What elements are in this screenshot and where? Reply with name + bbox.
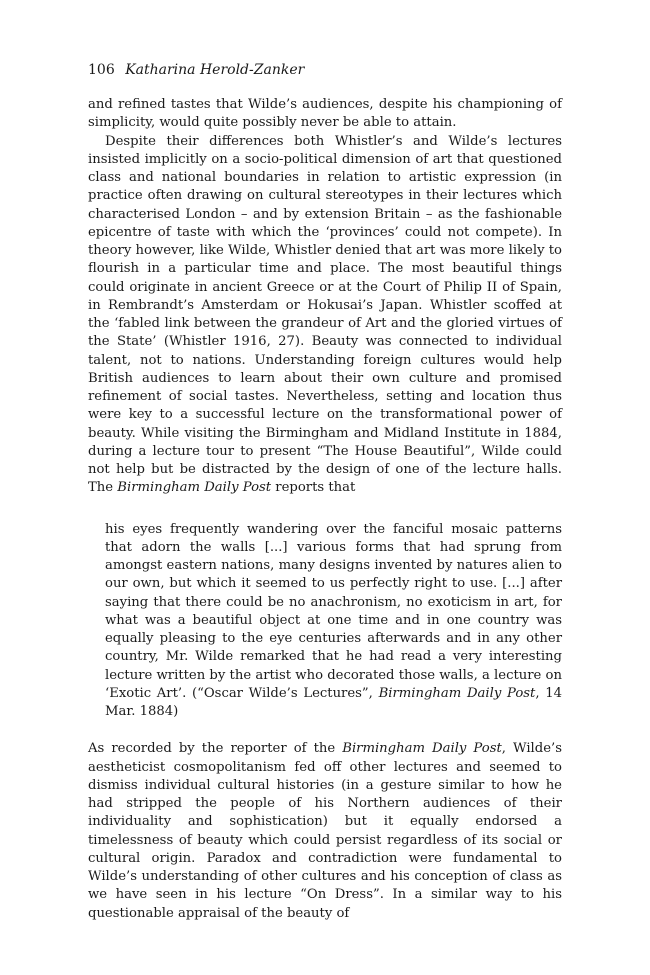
block-quote-paragraph — [105, 521, 562, 722]
running-header — [88, 60, 304, 80]
block-quote — [105, 521, 562, 722]
paragraph-2 — [88, 133, 562, 498]
page-number: 106 — [88, 62, 115, 78]
paragraph-2-end: reports that — [275, 480, 356, 496]
paragraph-1-text: and refined tastes that Wilde’s audiences, despite his championing of simplicity, would quite possibly never be able to attain. — [88, 97, 562, 131]
paragraph-2-text: Despite their differences both Whistler’s and Wilde’s lectures insisted implicitly on a socio-political dimension of art that questioned class and national boundaries in relation to artistic expression (in practice often drawing on cultural stereotypes in their lectures which characterised London – and by extension Britain – as the fashionable epicentre of taste with which the ‘provinces’ could not compete). In theory however, like Wilde, Whistler denied that art was more likely to flourish in a particular time and place. The most beautiful things could originate in ancient Greece or at the Court of Philip II of Spain, in Rembrandt’s Amsterdam or Hokusai’s Japan. Whistler scoffed at the ‘fabled link between the grandeur of Art and the gloried virtues of the State’ (Whistler 1916, 27). Beauty was connected to individual talent, not to nations. Understanding foreign cultures would help British audiences to learn about their own culture and promised refinement of social tastes. Nevertheless, setting and location thus were key to a successful lecture on the transformational power of beauty. While visiting the Birmingham and Midland Institute in 1884, during a lecture tour to present “The House Beautiful”, Wilde could not help but be distracted by the design of one of the lecture halls. The — [88, 133, 562, 496]
publication-title: Birmingham Daily Post — [117, 480, 272, 496]
paragraph-3-text: , Wilde’s aestheticist cosmopolitanism fed off other lectures and seemed to dismiss individual cultural histories (in a gesture similar to how he had stripped the people of his Northern audiences of their individuality and sophistication) but it equally endorsed a timelessness of beauty which could persist regardless of its social or cultural origin. Paradox and contradiction were fundamental to Wilde’s understanding of other cultures and his conception of class as we have seen in his lecture “On Dress”. In a similar way to his questionable appraisal of the beauty of — [88, 741, 562, 921]
page-body — [88, 96, 562, 923]
block-quote-text: his eyes frequently wandering over the fanciful mosaic patterns that adorn the walls [...] various forms that had sprung from amongst eastern nations, many designs invented by natures alien to our own, but which it seemed to us perfectly right to use. [...] after saying that there could be no anachronism, no exoticism in art, for what was a beautiful object at one time and in one country was equally pleasing to the eye centuries afterwards and in any other country, Mr. Wilde remarked that he had read a very interesting lecture written by the artist who decorated those walls, a lecture on ‘Exotic Art’. (“Oscar Wilde’s Lectures”, — [105, 521, 562, 701]
paragraph-3-publication: Birmingham Daily Post — [342, 741, 502, 757]
running-head-author: Katharina Herold-Zanker — [125, 62, 305, 78]
paragraph-continued — [88, 96, 562, 133]
quote-source-publication: Birmingham Daily Post — [378, 685, 536, 701]
paragraph-3 — [88, 740, 562, 923]
quote-source-date: , 14 Mar. 1884) — [105, 685, 562, 719]
paragraph-3-start: As recorded by the reporter of the — [88, 741, 336, 757]
